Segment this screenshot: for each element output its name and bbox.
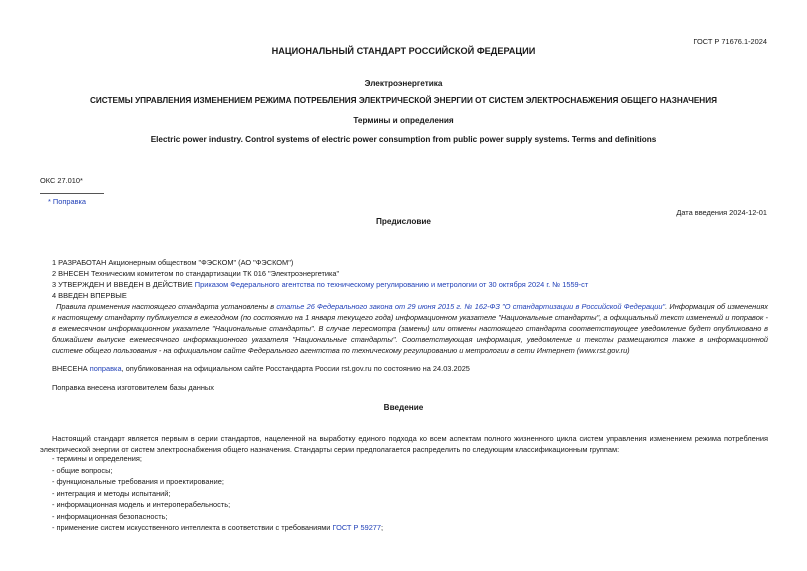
preface-item-3-text: 3 УТВЕРЖДЕН И ВВЕДЕН В ДЕЙСТВИЕ xyxy=(52,280,195,289)
field-heading: Электроэнергетика xyxy=(364,79,443,88)
last-item-suffix: ; xyxy=(381,523,384,532)
application-rules-paragraph xyxy=(52,301,768,356)
rules-text-a: Правила применения настоящего стандарта установлены в xyxy=(56,302,277,311)
vnesena-suffix: , опубликованная на официальном сайте Росстандарта России rst.gov.ru по состоянию на 24.03.2025 xyxy=(121,364,470,373)
list-item: - информационная безопасность; xyxy=(52,511,168,521)
list-item: - интеграция и методы испытаний; xyxy=(52,488,171,498)
vnesena-prefix: ВНЕСЕНА xyxy=(52,364,90,373)
list-item: - функциональные требования и проектирование; xyxy=(52,477,224,486)
order-link[interactable]: Приказом Федерального агентства по техническому регулированию и метрологии от 30 октября 2024 г. № 1559-ст xyxy=(194,280,589,289)
last-item-text: - применение систем искусственного интеллекта в соответствии с требованиями xyxy=(52,523,333,532)
introduction-heading: Введение xyxy=(383,403,424,412)
preface-heading: Предисловие xyxy=(376,217,431,226)
document-code: ГОСТ Р 71676.1-2024 xyxy=(693,37,767,46)
gost-59277-link[interactable]: ГОСТ Р 59277 xyxy=(332,523,382,532)
amendment-link[interactable]: * Поправка xyxy=(48,197,87,206)
introduction-date: Дата введения 2024-12-01 xyxy=(676,208,767,217)
preface-item-1: 1 РАЗРАБОТАН Акционерным обществом "ФЭСКОМ" (АО "ФЭСКОМ") xyxy=(52,258,294,267)
rules-text-b: . Информация об изменениях к настоящему стандарту публикуется в ежегодном (по состоянию на 1 января текущего года) информационном указателе "Национальные стандарты", а официальный текст изменений и поправок - в ежемесячном информационном указателе "Национальные стандарты". В случае пересмотра (замены) или отмены настоящего стандарта соответствующее уведомление будет опубликовано в ближайшем выпуске ежемесячного информационного указателя "Национальные стандарты". Соответствующая информация, уведомление и тексты размещаются также в информационной системе общего пользования - на официальном сайте Федерального агентства по техническому регулированию и метрологии в сети Интернет (www.rst.gov.ru) xyxy=(52,302,768,355)
standard-heading: НАЦИОНАЛЬНЫЙ СТАНДАРТ РОССИЙСКОЙ ФЕДЕРАЦИИ xyxy=(271,46,536,56)
preface-item-3 xyxy=(52,280,588,289)
preface-item-2: 2 ВНЕСЕН Техническим комитетом по стандартизации ТК 016 "Электроэнергетика" xyxy=(52,269,340,278)
footnote-rule xyxy=(40,193,104,194)
list-item: - общие вопросы; xyxy=(52,465,113,475)
list-item xyxy=(52,522,383,534)
list-item: - информационная модель и интероперабельность; xyxy=(52,500,231,509)
amendment-inline-link[interactable]: поправка xyxy=(89,364,122,373)
title-en: Electric power industry. Control systems of electric power consumption from public power supply systems. Terms and definitions xyxy=(150,135,657,144)
correction-note: Поправка внесена изготовителем базы данных xyxy=(52,383,214,392)
classification-list xyxy=(52,453,383,534)
introduction-paragraph: Настоящий стандарт является первым в серии стандартов, нацеленной на выработку единого подхода ко всем аспектам полного жизненного цикла систем управления изменением режима потребления электрической энергии от систем электроснабжения общего назначения. Стандарты серии предполагается распределить по следующим классификационным группам: xyxy=(40,434,768,454)
subtitle-ru: Термины и определения xyxy=(353,116,454,125)
list-item: - термины и определения; xyxy=(52,454,142,463)
title-ru: СИСТЕМЫ УПРАВЛЕНИЯ ИЗМЕНЕНИЕМ РЕЖИМА ПОТРЕБЛЕНИЯ ЭЛЕКТРИЧЕСКОЙ ЭНЕРГИИ ОТ СИСТЕМ ЭЛЕКТРОСНАБЖЕНИЯ ОБЩЕГО НАЗНАЧЕНИЯ xyxy=(90,96,717,105)
preface-item-4: 4 ВВЕДЕН ВПЕРВЫЕ xyxy=(52,291,127,300)
vnesena-line xyxy=(52,364,470,373)
oks-code: ОКС 27.010* xyxy=(40,176,83,185)
federal-law-link[interactable]: статье 26 Федерального закона от 29 июня 2015 г. № 162-ФЗ "О стандартизации в Российской Федерации" xyxy=(276,302,666,311)
